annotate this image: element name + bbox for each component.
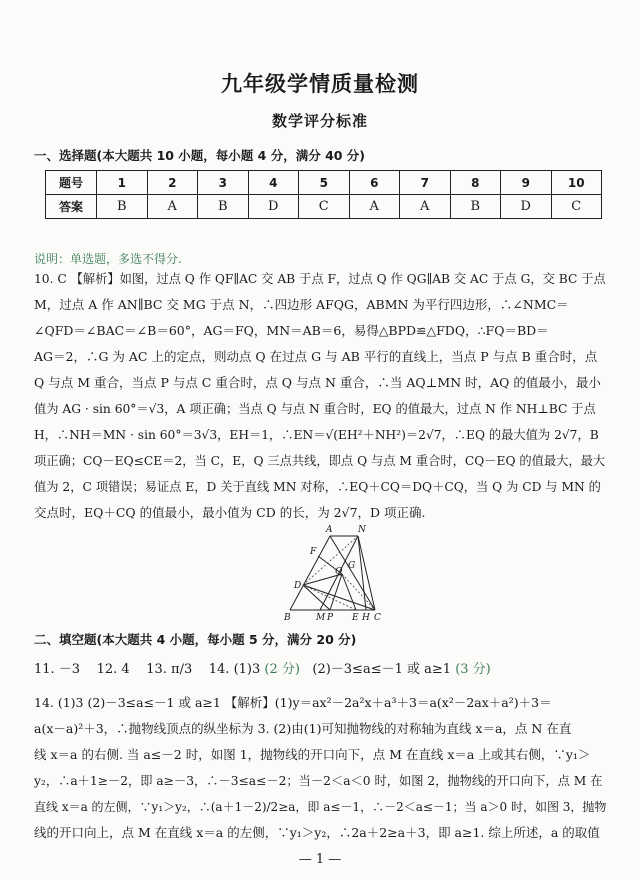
q14-line: 线的开口向上，点 M 在直线 x＝a 的左侧，∵y₁＞y₂，∴2a＋2≥a＋3，即 a≥1. 综上所述，a 的取值 (34, 825, 600, 840)
answer-cell: A (400, 195, 451, 219)
q10-line: 值为 2，C 项错误；易证点 E，D 关于直线 MN 对称，∴EQ＋CQ＝DQ＋CQ，当 Q 为 CD 与 MN 的 (34, 480, 601, 494)
q10-line: Q 与点 M 重合，当点 P 与点 C 重合时，点 Q 与点 N 重合，∴当 AQ⊥MN 时，AQ 的值最小，最小 (34, 375, 601, 390)
answer-cell: B (97, 195, 148, 219)
answer-cell: C (299, 195, 350, 219)
label-m: M (316, 613, 326, 622)
label-d: D (294, 581, 302, 591)
geometry-figure (270, 522, 390, 622)
question-number: 10 (551, 171, 602, 195)
answer-11: 11. －3 (34, 662, 81, 677)
answer-14-part1-score: (2 分) (264, 662, 300, 677)
page-number: — 1 — (298, 852, 342, 867)
question-number: 8 (450, 171, 501, 195)
segment-nc (358, 536, 375, 610)
q14-line: 14. (1)3 (2)－3≤a≤－1 或 a≥1 【解析】(1)y＝ax²－2a²x＋a³＋3＝a(x²－2ax＋a²)＋3＝ (34, 695, 552, 710)
question-number: 1 (97, 171, 148, 195)
q14-line: y₂，∴a＋1≥－2，即 a≥－3，∴－3≤a≤－2；当－2＜a＜0 时，如图 2，抛物线的开口向下，点 M 在 (34, 774, 603, 788)
page-subtitle: 数学评分标准 (271, 112, 368, 130)
question-number: 5 (299, 171, 350, 195)
answer-cell: D (248, 195, 299, 219)
q10-line: M，过点 A 作 AN∥BC 交 MG 于点 N，∴四边形 AFQG，ABMN 为平行四边形，∴∠NMC＝ (34, 297, 569, 312)
page-title: 九年级学情质量检测 (221, 72, 419, 96)
label-e: E (352, 613, 359, 622)
question-number: 3 (198, 171, 249, 195)
section1-heading: 一、选择题(本大题共 10 小题，每小题 4 分，满分 40 分) (34, 148, 366, 163)
answer-14-part2-score: (3 分) (455, 662, 491, 677)
label-g: G (348, 561, 356, 571)
fill-answers-row (34, 658, 491, 677)
answer-table-number-row (46, 171, 602, 195)
label-b: B (284, 613, 291, 622)
answer-14-part2: (2)－3≤a≤－1 或 a≥1 (312, 662, 452, 677)
label-h: H (362, 613, 370, 622)
q10-line: 交点时，EQ＋CQ 的值最小，最小值为 CD 的长，为 2√7，D 项正确. (34, 505, 426, 520)
label-n: N (358, 525, 366, 535)
answer-cell: C (551, 195, 602, 219)
answer-cell: A (349, 195, 400, 219)
q10-line: ∠QFD＝∠BAC＝∠B＝60°，AG＝FQ，MN＝AB＝6，易得△BPD≌△FDQ，∴FQ＝BD＝ (34, 323, 549, 338)
answer-cell: B (198, 195, 249, 219)
question-number: 6 (349, 171, 400, 195)
q10-line: 项正确；CQ－EQ≤CE＝2，当 C，E，Q 三点共线，即点 Q 与点 M 重合时，CQ－EQ 的值最大，最大 (34, 454, 606, 468)
answer-13: 13. π/3 (146, 662, 193, 677)
q14-line: a(x－a)²＋3，∴抛物线顶点的纵坐标为 3. (2)由(1)可知抛物线的对称轴为直线 x＝a，点 N 在直 (34, 721, 572, 736)
label-f: F (310, 547, 317, 557)
question-number: 7 (400, 171, 451, 195)
q14-line: 直线 x＝a 的左侧，∵y₁＞y₂，∴(a＋1－2)/2≥a，即 a≤－1，∴－2＜a≤－1；当 a＞0 时，如图 3，抛物 (34, 800, 606, 814)
label-c: C (374, 613, 381, 622)
section2-heading: 二、填空题(本大题共 4 小题，每小题 5 分，满分 20 分) (34, 632, 357, 647)
question-number: 9 (501, 171, 552, 195)
answer-14-part1: 14. (1)3 (208, 662, 261, 677)
answer-table-answer-row (46, 195, 602, 219)
answer-cell: B (450, 195, 501, 219)
q10-solution (34, 266, 606, 526)
label-p: P (327, 613, 334, 622)
q14-solution (34, 690, 606, 846)
q10-line: H，∴NH＝MN · sin 60°＝3√3，EH＝1，∴EN＝√(EH²＋NH²)＝2√7，∴EQ 的最大值为 2√7，B (34, 428, 599, 442)
q10-line: AG＝2，∴G 为 AC 上的定点，则动点 Q 在过点 G 与 AB 平行的直线上，当点 P 与点 B 重合时，点 (34, 349, 598, 364)
label-q: Q (335, 567, 343, 577)
question-number: 4 (248, 171, 299, 195)
answer-12: 12. 4 (96, 662, 130, 677)
q10-line: 值为 AG · sin 60°＝√3，A 项正确；当点 Q 与点 N 重合时，EQ 的值最大，过点 N 作 NH⊥BC 于点 (34, 402, 596, 416)
answer-cell: A (147, 195, 198, 219)
question-number: 2 (147, 171, 198, 195)
row-label-answer: 答案 (46, 195, 97, 219)
q14-line: 线 x＝a 的右侧. 当 a≤－2 时，如图 1，抛物线的开口向下，点 M 在直线 x＝a 上或其右侧，∵y₁＞ (34, 747, 591, 762)
answer-cell: D (501, 195, 552, 219)
q10-line: 10. C 【解析】如图，过点 Q 作 QF∥AC 交 AB 于点 F，过点 Q 作 QG∥AB 交 AC 于点 G，交 BC 于点 (34, 272, 606, 286)
answer-table (45, 170, 602, 219)
row-label-number: 题号 (46, 171, 97, 195)
section1-note: 说明：单选题，多选不得分. (34, 252, 182, 266)
label-a: A (326, 525, 333, 535)
